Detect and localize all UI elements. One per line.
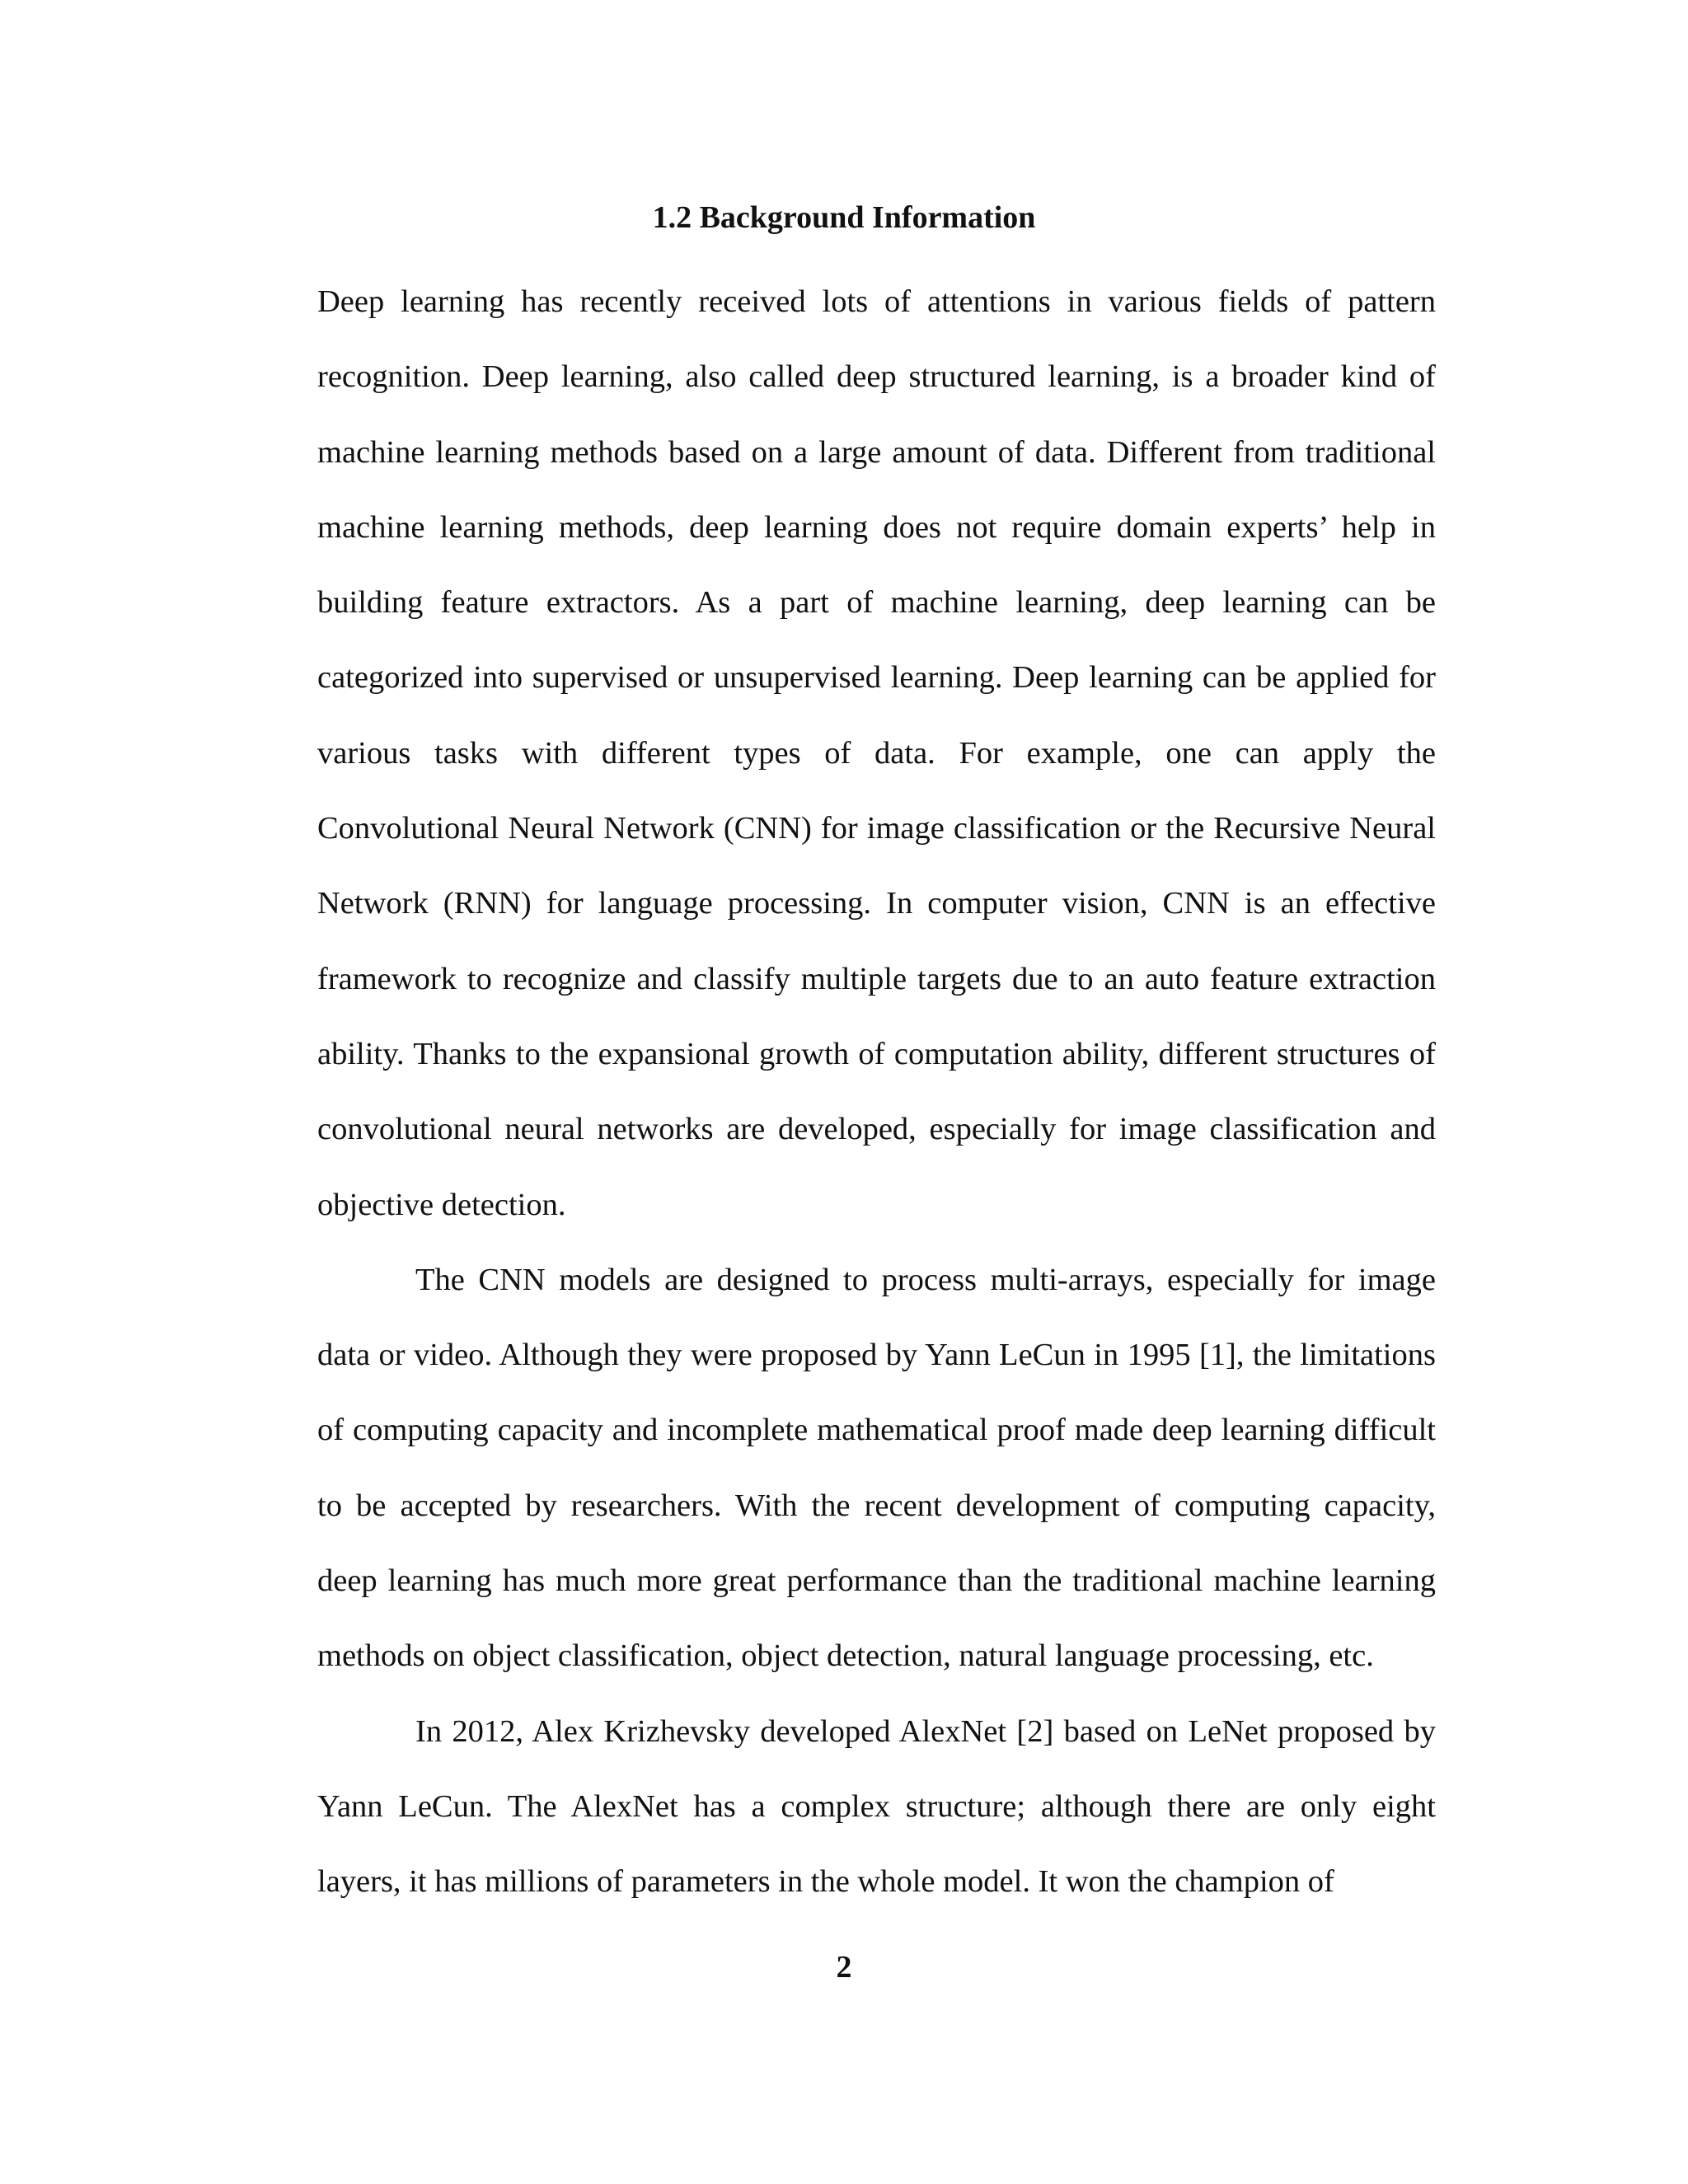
paragraph-alexnet: In 2012, Alex Krizhevsky developed AlexNet [2] based on LeNet proposed by Yann LeCun. The AlexNet has a complex structure; although there are only eight layers, it has millions of parameters in the whole model. It won the champion of bbox=[317, 1713, 1436, 1900]
paragraph-deep-learning-intro: Deep learning has recently received lots of attentions in various fields of pattern recognition. Deep learning, also called deep structured learning, is a broader kind of machine learning methods based on a large amount of data. Different from traditional machine learning methods, deep learning does not require domain experts’ help in building feature extractors. As a part of machine learning, deep learning can be categorized into supervised or unsupervised learning. Deep learning can be applied for various tasks with different types of data. For example, one can apply the Convolutional Neural Network (CNN) for image classification or the Recursive Neural Network (RNN) for language processing. In computer vision, CNN is an effective framework to recognize and classify multiple targets due to an auto feature extraction ability. Thanks to the expansional growth of computation ability, different structures of convolutional neural networks are developed, especially for image classification and objective detection. bbox=[317, 284, 1436, 1222]
section-heading: 1.2 Background Information bbox=[652, 200, 1036, 235]
page-number: 2 bbox=[836, 1950, 852, 1985]
body-text bbox=[317, 265, 1436, 1920]
paragraph-cnn-models: The CNN models are designed to process multi-arrays, especially for image data or video. Although they were proposed by Yann LeCun in 1995 [1], the limitations of computing capacity and incomplete mathematical proof made deep learning difficult to be accepted by researchers. With the recent development of computing capacity, deep learning has much more great performance than the traditional machine learning methods on object classification, object detection, natural language processing, etc. bbox=[317, 1262, 1436, 1674]
